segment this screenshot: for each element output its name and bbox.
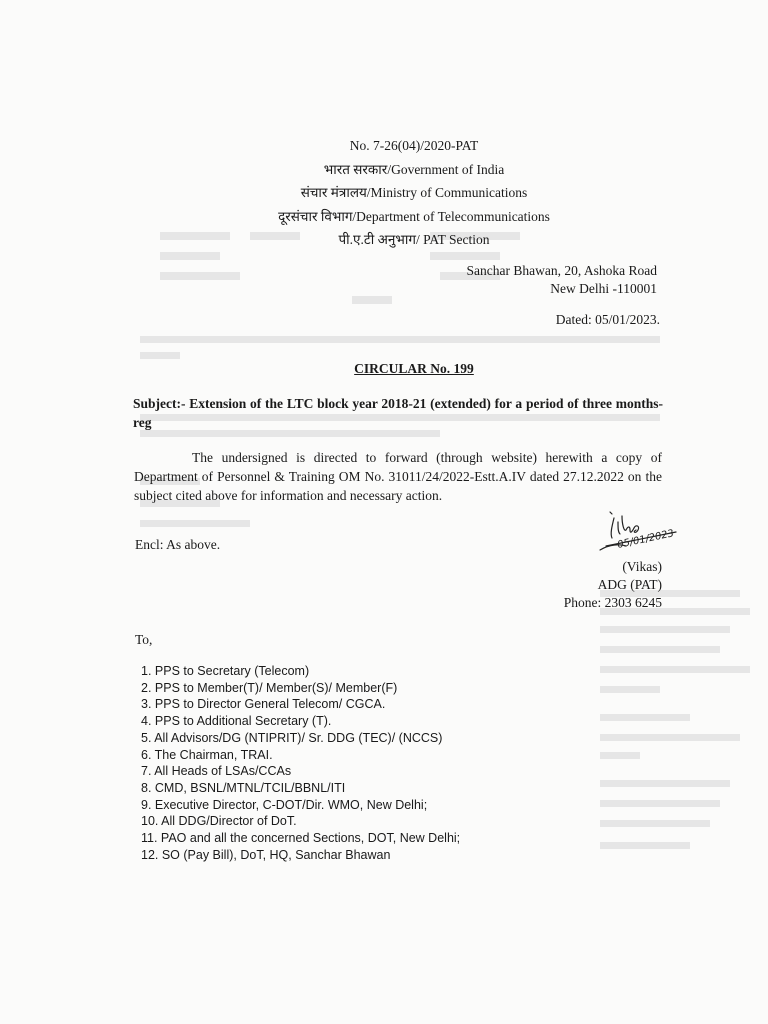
addressee-item: 7. All Heads of LSAs/CCAs [141,764,292,779]
office-address [467,262,657,298]
addressee-item: 1. PPS to Secretary (Telecom) [141,664,310,678]
circular-title-text: CIRCULAR No. 199 [354,361,474,376]
section-line: पी.ए.टी अनुभाग/ PAT Section [338,232,490,247]
signatory-block [564,558,662,612]
subject-line: Subject:- Extension of the LTC block year 2018-21 (extended) for a period of three months-reg [133,396,663,430]
addressee-item: 5. All Advisors/DG (NTIPRIT)/ Sr. DDG (TEC)/ (NCCS) [141,730,443,745]
addressee-item: 8. CMD, BSNL/MTNL/TCIL/BBNL/ITI [141,780,346,795]
addressee-item: 4. PPS to Additional Secretary (T). [141,714,332,729]
addressee-item: 3. PPS to Director General Telecom/ CGCA. [141,697,386,712]
addressee-item: 10. All DDG/Director of DoT. [141,814,297,829]
addressee-item: 11. PAO and all the concerned Sections, DOT, New Delhi; [141,831,461,846]
handwritten-signature [596,508,706,556]
department-line: दूरसंचार विभाग/Department of Telecommunications [278,208,550,224]
addressee-item: 12. SO (Pay Bill), DoT, HQ, Sanchar Bhawan [141,847,391,862]
date-line: Dated: 05/01/2023. [555,312,660,327]
enclosure-note: Encl: As above. [135,537,221,552]
ministry-line: संचार मंत्रालय/Ministry of Communications [300,185,528,200]
addressee-item: 9. Executive Director, C-DOT/Dir. WMO, New Delhi; [141,797,428,812]
signatory-designation: ADG (PAT) [597,577,662,592]
government-line: भारत सरकार/Government of India [323,161,505,177]
signatory-name: (Vikas) [622,559,662,574]
circular-title [0,361,768,377]
letter-header [0,134,768,252]
address-line-1: Sanchar Bhawan, 20, Ashoka Road [466,263,657,278]
addressee-item: 2. PPS to Member(T)/ Member(S)/ Member(F) [141,680,398,695]
svg-text:05/01/2023: 05/01/2023 [616,528,676,551]
body-paragraph [134,448,662,505]
file-number: No. 7-26(04)/2020-PAT [349,138,479,153]
addressee-list [141,663,460,863]
to-label: To, [135,632,153,647]
signatory-phone: Phone: 2303 6245 [563,595,662,610]
body-text: The undersigned is directed to forward (through website) herewith a copy of Department of Personnel & Training OM No. 31011/24/2022-Estt.A.IV dated 27.12.2022 on the subject cited above for information and necessary action. [134,450,662,503]
addressee-item: 6. The Chairman, TRAI. [141,747,273,762]
address-line-2: New Delhi -110001 [550,281,657,296]
